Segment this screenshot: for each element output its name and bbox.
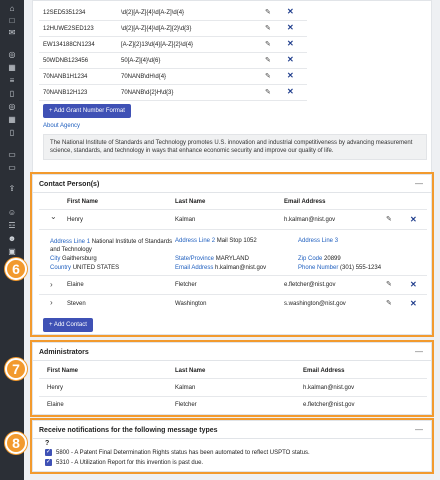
grid2-icon[interactable]: ▦ <box>8 115 16 124</box>
file2-icon[interactable]: ▭ <box>8 163 16 172</box>
address-line-2 <box>175 238 257 244</box>
about-agency-text: The National Institute of Standards and Technology promotes U.S. innovation and industrial competitiveness by advancing measurement science, standards, and technology in ways that enhance economic security and improve our quality of life. <box>43 134 427 160</box>
upload-icon[interactable]: ⇪ <box>8 184 16 193</box>
phone-number <box>298 265 381 271</box>
contact-email: e.fletcher@nist.gov <box>284 282 336 288</box>
chat-icon[interactable]: □ <box>9 16 15 25</box>
step-badge: 7 <box>5 358 27 380</box>
edit-icon[interactable]: ✎ <box>265 73 271 80</box>
table-row <box>39 5 307 21</box>
contact-last-name: Fletcher <box>175 282 197 288</box>
grant-pattern: 70NANB\dH\d{4} <box>121 74 167 80</box>
grant-number-panel <box>32 0 432 174</box>
table-row <box>39 21 307 37</box>
globe2-icon[interactable]: ◎ <box>8 102 16 111</box>
table-row <box>39 69 307 85</box>
briefcase-icon[interactable]: ▣ <box>8 247 16 256</box>
contact-first-name: Steven <box>67 301 86 307</box>
admin-last-name: Fletcher <box>175 402 197 408</box>
doc-icon[interactable]: ▯ <box>9 89 15 98</box>
admin-first-name: Elaine <box>47 402 64 408</box>
country-value: UNITED STATES <box>72 265 120 271</box>
zip-code-value: 20899 <box>324 256 341 262</box>
email-address <box>175 265 266 271</box>
divider <box>33 438 431 439</box>
contact-first-name: Henry <box>67 217 84 223</box>
edit-icon[interactable]: ✎ <box>386 216 392 223</box>
divider <box>39 275 427 276</box>
grant-pattern: \d{2}[A-Z]{4}\d[A-Z]{2}\d{3} <box>121 26 192 32</box>
file-icon[interactable]: ▭ <box>8 150 16 159</box>
address-line-1-value: National Institute of Standards and Technology <box>50 239 173 253</box>
bell-icon[interactable]: ⌂ <box>9 4 15 13</box>
divider <box>39 209 427 210</box>
delete-icon[interactable]: ✕ <box>410 299 417 308</box>
column-header-first-name: First Name <box>47 368 79 374</box>
phone-number-value: (301) 555-1234 <box>340 265 382 271</box>
grant-pattern: 50[A-Z]{4}\d{6} <box>121 58 161 64</box>
globe-icon[interactable]: ◎ <box>8 50 16 59</box>
delete-icon[interactable]: ✕ <box>287 39 294 48</box>
edit-icon[interactable]: ✎ <box>265 89 271 96</box>
contact-last-name: Washington <box>175 301 207 307</box>
column-header-first-name: First Name <box>67 199 99 205</box>
edit-icon[interactable]: ✎ <box>265 25 271 32</box>
table-row <box>39 37 307 53</box>
city-value: Gaithersburg <box>62 256 97 262</box>
divider <box>39 378 427 379</box>
email-address-label: Email Address <box>175 265 214 271</box>
delete-icon[interactable]: ✕ <box>287 23 294 32</box>
help-icon[interactable]: ? <box>45 440 50 447</box>
people2-icon[interactable]: ☻ <box>7 234 17 243</box>
section-title: Administrators <box>39 349 89 356</box>
section-title: Receive notifications for the following message types <box>39 427 218 434</box>
zip-code-label: Zip Code <box>298 256 323 262</box>
grant-number: 12SED5351234 <box>43 10 86 16</box>
main-content <box>12 0 440 480</box>
contact-email: h.kalman@nist.gov <box>284 217 336 223</box>
city <box>50 256 97 262</box>
edit-icon[interactable]: ✎ <box>265 9 271 16</box>
about-agency-label: About Agency <box>43 123 81 129</box>
contact-first-name: Elaine <box>67 282 84 288</box>
sidebar <box>0 0 24 480</box>
edit-icon[interactable]: ✎ <box>265 41 271 48</box>
divider <box>39 229 427 230</box>
address-line-3-label: Address Line 3 <box>298 238 339 244</box>
org-icon[interactable]: ☲ <box>8 221 16 230</box>
state <box>175 256 249 262</box>
delete-icon[interactable]: ✕ <box>287 7 294 16</box>
zip-code <box>298 256 341 262</box>
country-label: Country <box>50 265 72 271</box>
divider <box>39 396 427 397</box>
state-value: MARYLAND <box>215 256 249 262</box>
divider <box>33 360 431 361</box>
column-header-email: Email Address <box>303 368 345 374</box>
address-line-3 <box>298 238 338 244</box>
divider <box>33 192 431 193</box>
add-grant-number-format-button[interactable]: + Add Grant Number Format <box>43 104 131 118</box>
phone-number-label: Phone Number <box>298 265 339 271</box>
doc2-icon[interactable]: ▯ <box>9 128 15 137</box>
grant-number: 50WDNB123456 <box>43 58 89 64</box>
collapse-icon[interactable]: — <box>415 347 423 356</box>
delete-icon[interactable]: ✕ <box>287 71 294 80</box>
delete-icon[interactable]: ✕ <box>410 215 417 224</box>
table-row <box>39 85 307 101</box>
list-icon[interactable]: ≡ <box>9 76 15 85</box>
delete-icon[interactable]: ✕ <box>287 87 294 96</box>
country <box>50 265 119 271</box>
chevron-right-icon[interactable]: › <box>50 298 53 307</box>
grant-pattern: \d{2}[A-Z]{4}\d[A-Z]\d{4} <box>121 10 185 16</box>
delete-icon[interactable]: ✕ <box>287 55 294 64</box>
collapse-icon[interactable]: — <box>415 179 423 188</box>
notifications-section <box>32 420 432 472</box>
column-header-last-name: Last Name <box>175 199 206 205</box>
admin-email: h.kalman@nist.gov <box>303 385 355 391</box>
table-row <box>39 53 307 69</box>
state-label: State/Province <box>175 256 215 262</box>
grid-icon[interactable]: ▦ <box>8 63 16 72</box>
grant-number: 70NANB1H1234 <box>43 74 88 80</box>
email-address-value: h.kalman@nist.gov <box>215 265 267 271</box>
step-badge: 6 <box>5 258 27 280</box>
administrators-section <box>32 342 432 415</box>
address-line-1-label: Address Line 1 <box>50 239 91 245</box>
edit-icon[interactable]: ✎ <box>265 57 271 64</box>
column-header-email: Email Address <box>284 199 326 205</box>
city-label: City <box>50 256 61 262</box>
contact-email: s.washington@nist.gov <box>284 301 346 307</box>
notification-label: 5800 - A Patent Final Determination Rights status has been automated to reflect USPTO status. <box>56 450 310 456</box>
address-line-1 <box>50 238 175 254</box>
admin-last-name: Kalman <box>175 385 196 391</box>
grant-pattern: 70NANB\d{2}H\d{3} <box>121 90 174 96</box>
notification-label: 5310 - A Utilization Report for this invention is past due. <box>56 460 204 466</box>
grant-pattern: [A-Z]{2}13\d{4}[A-Z]{2}\d{4} <box>121 42 194 48</box>
edit-icon[interactable]: ✎ <box>386 300 392 307</box>
address-line-2-value: Mail Stop 1052 <box>216 238 257 244</box>
divider <box>39 294 427 295</box>
grant-number: 12HUWE2SED123 <box>43 26 94 32</box>
contact-last-name: Kalman <box>175 217 196 223</box>
grant-number: 70NANB12H123 <box>43 90 88 96</box>
mail-icon[interactable]: ✉ <box>8 28 16 37</box>
grant-number: EW134188CN1234 <box>43 42 95 48</box>
checkbox-checked[interactable]: ✓ <box>45 459 52 465</box>
delete-icon[interactable]: ✕ <box>410 280 417 289</box>
address-line-2-label: Address Line 2 <box>175 238 216 244</box>
admin-email: e.fletcher@nist.gov <box>303 402 355 408</box>
collapse-icon[interactable]: — <box>415 425 423 434</box>
add-contact-button[interactable]: + Add Contact <box>43 318 93 332</box>
contact-persons-section <box>32 174 432 335</box>
chevron-down-icon[interactable]: ⌄ <box>50 212 57 221</box>
chevron-right-icon[interactable]: › <box>50 280 53 289</box>
people-icon[interactable]: ☺ <box>7 208 17 217</box>
step-badge: 8 <box>5 432 27 454</box>
edit-icon[interactable]: ✎ <box>386 281 392 288</box>
admin-first-name: Henry <box>47 385 64 391</box>
column-header-last-name: Last Name <box>175 368 206 374</box>
section-title: Contact Person(s) <box>39 181 100 188</box>
checkbox-checked[interactable]: ✓ <box>45 449 52 455</box>
